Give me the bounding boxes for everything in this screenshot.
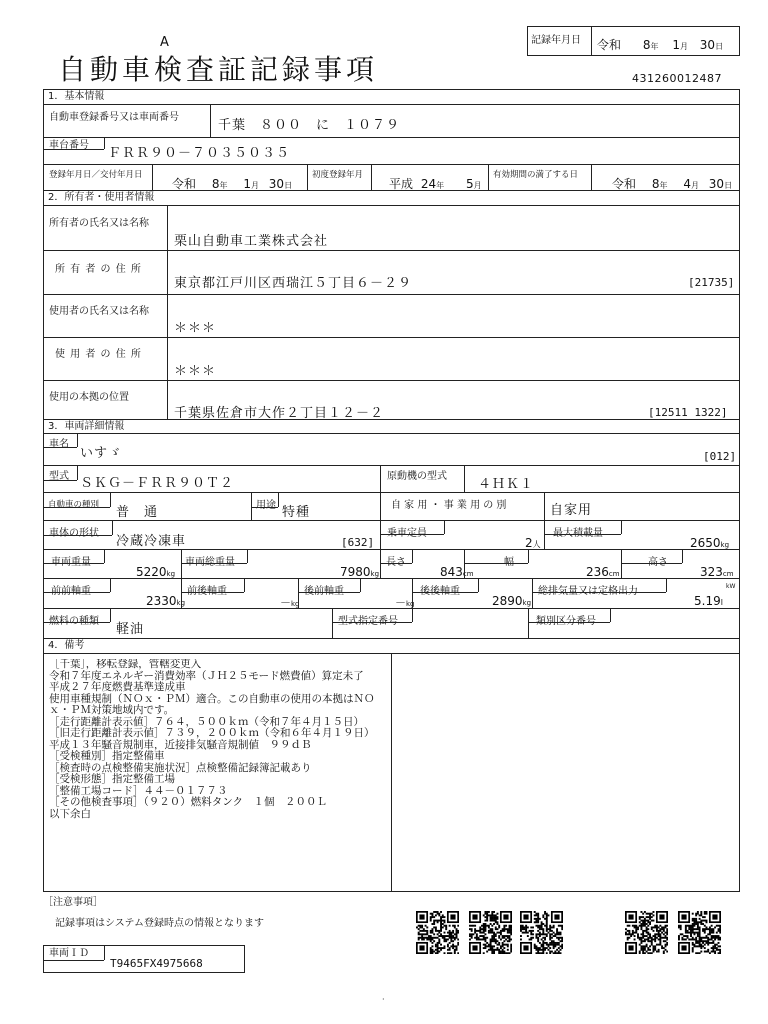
expiry-value: 令和 8年 4月 30日 <box>612 177 733 191</box>
remark-line: ［受検種別］指定整備車 <box>49 750 165 762</box>
qr-code-icon <box>520 911 563 954</box>
notes-text: 記録事項はシステム登録時点の情報となります <box>55 918 264 929</box>
form-mark: A <box>160 35 169 50</box>
owner-name-value: 栗山自動車工業株式会社 <box>174 234 329 249</box>
fr-axle-label: 前後軸重 <box>187 586 227 597</box>
weight-value: 5220kg <box>136 565 176 579</box>
vehicle-id-value: T9465FX4975668 <box>110 957 203 970</box>
displacement-label: 総排気量又は定格出力 <box>538 586 638 597</box>
reg-number-label: 自動車登録番号又は車両番号 <box>49 112 179 123</box>
length-value: 843cm <box>440 565 474 579</box>
remark-line: ［走行距離計表示値］７６４，５００ｋｍ（令和７年４月１５日） <box>49 715 364 728</box>
body-shape-label: 車体の形状 <box>49 528 99 539</box>
rf-axle-value: －kg <box>395 596 415 609</box>
remark-line: ［受検形態］指定整備工場 <box>49 773 175 785</box>
remark-line: ［整備工場コード］４４－０１７７３ <box>49 784 228 797</box>
qr-code-icon <box>469 911 512 954</box>
notes-title: ［注意事項］ <box>43 897 103 908</box>
page-title: 自動車検査証記録事項 <box>58 53 379 86</box>
class-number-label: 類別区分番号 <box>536 616 596 627</box>
record-date-value: 令和 8年 1月 30日 <box>597 38 724 52</box>
chassis-label: 車台番号 <box>49 140 89 151</box>
max-load-value: 2650kg <box>690 536 730 550</box>
ff-axle-label: 前前軸重 <box>51 586 91 597</box>
remark-line: 平成２７年度燃費基準達成車 <box>49 681 186 693</box>
capacity-label: 乗車定員 <box>387 528 427 539</box>
qr-code-icon <box>678 911 721 954</box>
kind-label: 自動車の種別 <box>48 500 100 510</box>
body-shape-value: 冷蔵冷凍車 <box>116 534 187 549</box>
model-label: 型式 <box>49 471 69 482</box>
qr-code-icon <box>625 911 668 954</box>
user-address-label: 使 用 者 の 住 所 <box>55 349 142 360</box>
expiry-label: 有効期間の満了する日 <box>493 170 579 180</box>
engine-value: ４ＨＫ１ <box>478 477 535 492</box>
purpose-value: 自家用 <box>550 503 593 518</box>
usage-value: 特種 <box>282 505 311 520</box>
type-number-label: 型式指定番号 <box>338 616 398 627</box>
owner-address-code: [21735] <box>688 276 735 289</box>
first-reg-value: 平成 24年 5月 <box>389 177 482 191</box>
reg-number-value: 千葉 ８００ に １０７９ <box>218 118 401 133</box>
remark-line: 使用車種規制（ＮＯｘ・ＰＭ）適合。この自動車の使用の本拠はＮＯ <box>49 692 375 705</box>
base-location-label: 使用の本拠の位置 <box>49 392 129 403</box>
maker-value: いすゞ <box>80 446 123 461</box>
body-shape-code: [632] <box>341 536 375 549</box>
section-basic: 1．基本情報 <box>48 91 105 102</box>
remark-line: 平成１３年騒音規制車，近接排気騒音規制値 ９９ｄＢ <box>49 738 312 751</box>
remark-line: ｘ・ＰＭ対策地域内です。 <box>49 704 175 716</box>
reg-date-value: 令和 8年 1月 30日 <box>172 177 293 191</box>
user-address-value: ＊＊＊ <box>174 364 217 379</box>
fuel-value: 軽油 <box>116 622 145 637</box>
section-owner: 2．所有者・使用者情報 <box>48 192 155 203</box>
height-label: 高さ <box>648 557 668 568</box>
rr-axle-value: 2890kg <box>492 594 532 608</box>
first-reg-label: 初度登録年月 <box>312 170 364 180</box>
reg-date-label: 登録年月日／交付年月日 <box>49 170 143 180</box>
user-name-label: 使用者の氏名又は名称 <box>49 306 149 317</box>
remarks-list <box>49 659 389 820</box>
remark-line: ［千葉］，移転登録，管轄変更入 <box>49 659 202 670</box>
gross-weight-value: 7980kg <box>340 565 380 579</box>
capacity-value: 2人 <box>525 536 541 550</box>
ff-axle-value: 2330kg <box>146 594 186 608</box>
section-remarks: 4．備考 <box>48 640 85 651</box>
engine-label: 原動機の型式 <box>387 471 447 482</box>
width-label: 幅 <box>504 557 514 568</box>
remark-line: ［旧走行距離計表示値］７３９，２００ｋｍ（令和６年４月１９日） <box>49 727 375 739</box>
max-load-label: 最大積載量 <box>553 528 603 539</box>
purpose-label: 自 家 用 ・ 事 業 用 の 別 <box>391 500 507 511</box>
remark-line: 以下余白 <box>49 807 91 820</box>
displacement-value: 5.19l <box>694 594 723 608</box>
maker-code: [012] <box>703 450 737 463</box>
owner-address-label: 所 有 者 の 住 所 <box>55 264 142 275</box>
rr-axle-label: 後後軸重 <box>420 586 460 597</box>
base-location-code: [12511 1322] <box>648 406 728 419</box>
rf-axle-label: 後前軸重 <box>304 586 344 597</box>
gross-weight-label: 車両総重量 <box>185 557 235 568</box>
record-date-label: 記録年月日 <box>531 35 581 46</box>
page-tick: · <box>382 995 385 1004</box>
length-label: 長さ <box>386 557 406 568</box>
remark-line: ［検査時の点検整備実施状況］点検整備記録簿記載あり <box>49 761 312 774</box>
kind-value: 普 通 <box>116 505 159 520</box>
section-vehicle: 3．車両詳細情報 <box>48 421 125 432</box>
weight-label: 車両重量 <box>51 557 91 568</box>
vehicle-id-label: 車両ＩＤ <box>49 948 89 959</box>
base-location-value: 千葉県佐倉市大作２丁目１２－２ <box>174 406 385 421</box>
displacement-unit-kw: kW <box>726 583 736 590</box>
fr-axle-value: －kg <box>280 596 300 609</box>
width-value: 236cm <box>586 565 620 579</box>
usage-label: 用途 <box>256 500 276 511</box>
remark-line: 令和７年度エネルギー消費効率（ＪＨ２５モード燃費値）算定未了 <box>49 669 364 682</box>
model-value: ＳＫＧ－ＦＲＲ９０Ｔ２ <box>80 476 235 491</box>
fuel-label: 燃料の種類 <box>49 616 99 627</box>
remark-line: ［その他検査事項］（９２０）燃料タンク １個 ２００Ｌ <box>49 796 328 808</box>
owner-name-label: 所有者の氏名又は名称 <box>49 218 149 229</box>
qr-code-icon <box>416 911 459 954</box>
height-value: 323cm <box>700 565 734 579</box>
owner-address-value: 東京都江戸川区西瑞江５丁目６－２９ <box>174 276 413 291</box>
chassis-value: ＦＲＲ９０－７０３５０３５ <box>108 146 291 161</box>
user-name-value: ＊＊＊ <box>174 321 217 336</box>
document-number: 431260012487 <box>632 72 722 85</box>
maker-label: 車名 <box>49 439 69 450</box>
